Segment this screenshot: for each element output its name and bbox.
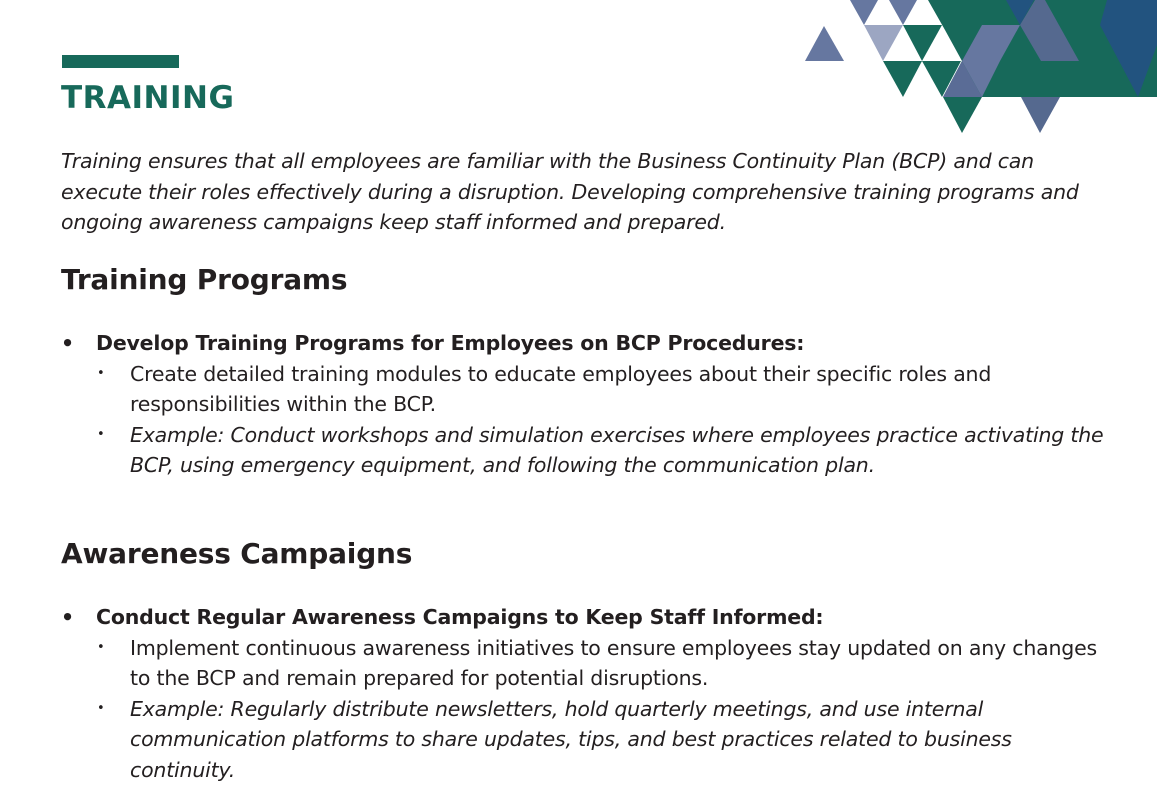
bullet-item: • Develop Training Programs for Employees on BCP Procedures:: [61, 328, 1121, 359]
sub-bullet-example: • Example: Regularly distribute newsletters, hold quarterly meetings, and use internal communication platforms to share updates, tips, and best practices related to business continuity.: [61, 694, 1121, 786]
bullet-item: • Conduct Regular Awareness Campaigns to Keep Staff Informed:: [61, 602, 1121, 633]
sub-bullet-item: • Create detailed training modules to educate employees about their specific roles and responsibilities within the BCP.: [61, 359, 1121, 420]
sub-bullet-item: • Implement continuous awareness initiatives to ensure employees stay updated on any changes to the BCP and remain prepared for potential disruptions.: [61, 633, 1121, 694]
section-training-programs: [61, 328, 1121, 481]
triangle-pattern-decoration: [0, 0, 1157, 140]
sub-bullet-example: • Example: Conduct workshops and simulation exercises where employees practice activating the BCP, using emergency equipment, and following the communication plan.: [61, 420, 1121, 481]
section-awareness-campaigns: [61, 602, 1121, 785]
page-title: TRAINING: [61, 80, 235, 116]
title-accent-bar: [62, 55, 179, 68]
intro-paragraph: Training ensures that all employees are familiar with the Business Continuity Plan (BCP) and can execute their roles effectively during a disruption. Developing comprehensive training programs and ongoing awareness campaigns keep staff informed and prepared.: [61, 149, 1079, 234]
section-heading-awareness-campaigns: Awareness Campaigns: [61, 537, 413, 570]
section-heading-training-programs: Training Programs: [61, 263, 348, 296]
